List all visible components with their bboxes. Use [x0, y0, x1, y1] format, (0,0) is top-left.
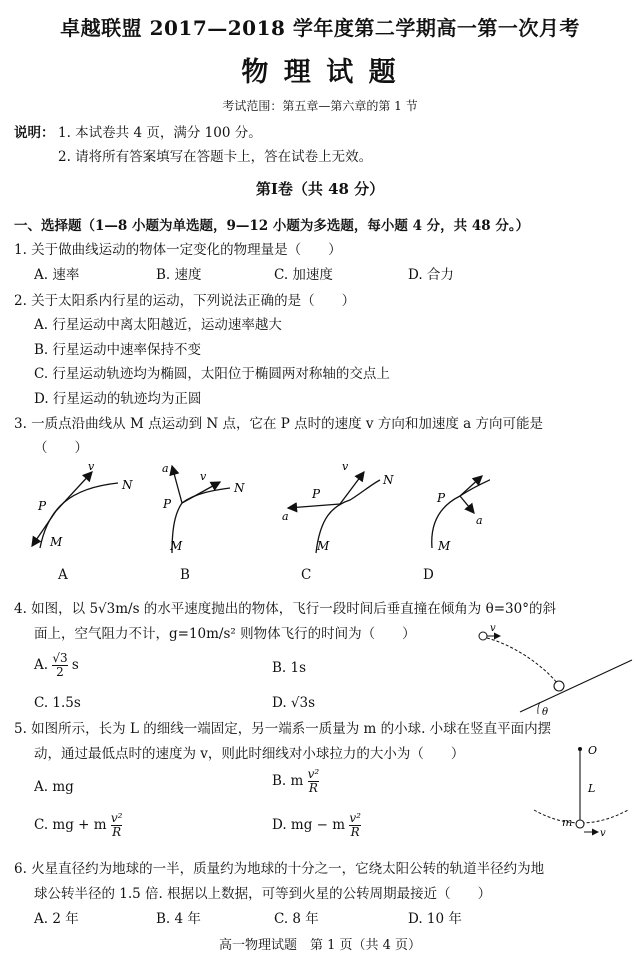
q2-option-b: B. 行星运动中速率保持不变 — [34, 342, 202, 358]
q1-option-c: C. 加速度 — [274, 267, 333, 283]
q4-option-a-den: 2 — [52, 665, 67, 679]
q3d-p-label: P — [437, 491, 446, 505]
q3-option-a: A — [58, 567, 68, 583]
q5-stem-line1: 5. 如图所示，长为 L 的细线一端固定，另一端系一质量为 m 的小球. 小球在竖直平面内摆 — [14, 721, 552, 737]
q5-fig-m-label: m — [562, 816, 573, 829]
q4-option-c: C. 1.5s — [34, 695, 81, 711]
q4-option-a-label: A. — [34, 657, 49, 673]
q1-option-b: B. 速度 — [156, 267, 202, 283]
q3-figure-c — [282, 460, 394, 553]
q1-option-d: D. 合力 — [408, 267, 454, 283]
q4-stem-line2: 面上，空气阻力不计，g=10m/s² 则物体飞行的时间为（ ） — [34, 626, 416, 642]
note-item-1: 1. 本试卷共 4 页，满分 100 分。 — [58, 125, 262, 141]
q4-option-a-unit: s — [71, 657, 79, 673]
q5-option-d-fraction — [349, 812, 361, 839]
q5-fig-o-label: O — [588, 744, 598, 757]
q2-option-a: A. 行星运动中离太阳越近，运动速率越大 — [34, 317, 282, 333]
q6-stem-line1: 6. 火星直径约为地球的一半，质量约为地球的十分之一，它绕太阳公转的轨道半径约为地 — [14, 861, 545, 877]
q5-option-b-pre: B. m — [272, 773, 304, 789]
q6-option-d: D. 10 年 — [408, 911, 462, 927]
q3c-m-label: M — [317, 539, 330, 553]
q4-figure — [460, 622, 636, 722]
q4-option-a-fraction — [52, 652, 67, 679]
q6-option-a: A. 2 年 — [34, 911, 79, 927]
q3-option-d: D — [423, 567, 434, 583]
q3c-v-label: v — [342, 460, 349, 473]
q3-figure-b — [162, 462, 245, 553]
section-title: 第Ⅰ卷（共 48 分） — [255, 180, 385, 198]
q3b-m-label: M — [170, 539, 183, 553]
q5-option-c-pre: C. mg + m — [34, 817, 107, 833]
q3-option-b: B — [180, 567, 190, 583]
q3-figures — [20, 458, 490, 588]
q4-fig-theta-label: θ — [542, 707, 549, 718]
q4-option-d: D. √3s — [272, 695, 316, 711]
q3a-m-label: M — [50, 535, 63, 549]
subject-title: 物 理 试 题 — [241, 57, 399, 88]
q5-option-b-fraction — [308, 768, 320, 795]
part-heading: 一、选择题（1—8 小题为单选题，9—12 小题为多选题，每小题 4 分，共 48 分。） — [14, 218, 530, 234]
q3b-a-label: a — [162, 462, 169, 475]
q5-option-b — [272, 768, 319, 795]
notes-label: 说明： — [14, 125, 55, 141]
q3-stem-line2: （ ） — [34, 440, 88, 456]
q3c-p-label: P — [312, 487, 321, 501]
q5-option-b-num: v² — [307, 767, 320, 781]
q3-stem-line1: 3. 一质点沿曲线从 M 点运动到 N 点，它在 P 点时的速度 v 方向和加速度 a 方向可能是 — [14, 416, 543, 432]
exam-range: 考试范围：第五章—第六章的第 1 节 — [222, 99, 418, 113]
q5-option-c-den: R — [112, 825, 122, 839]
q5-stem-line2: 动，通过最低点时的速度为 v，则此时细线对小球拉力的大小为（ ） — [34, 746, 465, 762]
q5-option-d-den: R — [350, 825, 360, 839]
q5-fig-v-label: v — [600, 828, 606, 839]
q3d-m-label: M — [438, 539, 451, 553]
q5-fig-l-label: L — [588, 782, 596, 795]
q1-option-a: A. 速率 — [34, 267, 80, 283]
q3c-n-label: N — [383, 473, 394, 487]
q3a-p-label: P — [38, 499, 47, 513]
q2-option-d: D. 行星运动的轨迹均为正圆 — [34, 391, 202, 407]
q3b-p-label: P — [163, 497, 172, 511]
q5-option-c — [34, 812, 122, 839]
q3-option-c: C — [301, 567, 312, 583]
q3c-a-label: a — [282, 510, 289, 523]
q3d-a-label: a — [476, 514, 483, 527]
q3-figure-d — [432, 476, 490, 553]
q3a-v-label: v — [88, 460, 95, 473]
q4-fig-v-label: v — [490, 623, 496, 634]
q6-option-c: C. 8 年 — [274, 911, 319, 927]
q3a-n-label: N — [122, 478, 133, 492]
q2-stem: 2. 关于太阳系内行星的运动，下列说法正确的是（ ） — [14, 293, 356, 309]
q3b-n-label: N — [234, 481, 245, 495]
q4-option-b: B. 1s — [272, 660, 307, 676]
q1-stem: 1. 关于做曲线运动的物体一定变化的物理量是（ ） — [14, 242, 342, 258]
q5-figure — [528, 740, 636, 840]
q2-option-c: C. 行星运动轨迹均为椭圆，太阳位于椭圆两对称轴的交点上 — [34, 366, 390, 382]
note-item-2: 2. 请将所有答案填写在答题卡上，答在试卷上无效。 — [58, 149, 373, 165]
page-footer: 高一物理试题 第 1 页（共 4 页） — [218, 938, 422, 953]
q4-option-a — [34, 652, 79, 679]
exam-title: 卓越联盟 2017—2018 学年度第二学期高一第一次月考 — [60, 16, 580, 40]
q5-option-c-fraction — [111, 812, 123, 839]
q5-option-b-den: R — [308, 781, 318, 795]
q6-option-b: B. 4 年 — [156, 911, 201, 927]
q5-option-a: A. mg — [34, 779, 74, 795]
q5-option-d — [272, 812, 361, 839]
q5-option-d-num: v² — [349, 811, 361, 825]
q4-option-a-num: √3 — [52, 651, 68, 665]
q6-stem-line2: 球公转半径的 1.5 倍. 根据以上数据，可等到火星的公转周期最接近（ ） — [34, 886, 492, 902]
q3-figure-a — [32, 460, 133, 549]
q4-stem-line1: 4. 如图，以 5√3m/s 的水平速度抛出的物体，飞行一段时间后垂直撞在倾角为 θ=30°的斜 — [14, 601, 556, 617]
q3b-v-label: v — [200, 470, 207, 483]
q5-option-d-pre: D. mg − m — [272, 817, 346, 833]
q5-option-c-num: v² — [110, 811, 123, 825]
